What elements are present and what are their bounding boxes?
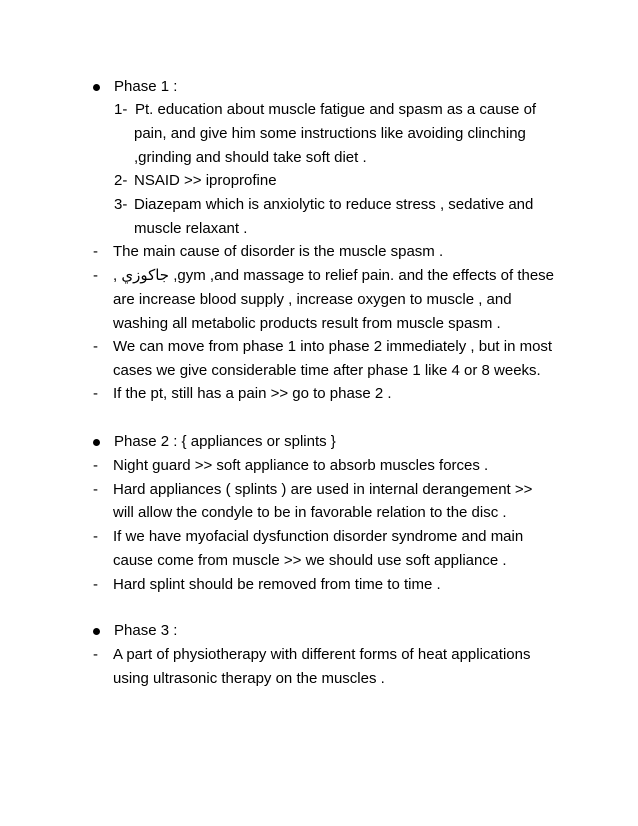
step-text: Diazepam which is anxiolytic to reduce stress , sedative and xyxy=(134,196,534,213)
dash-marker: - xyxy=(93,243,98,260)
dash-marker: - xyxy=(93,338,98,355)
phase2-heading: Phase 2 : { appliances or splints } xyxy=(114,433,336,450)
point-text: cases we give considerable time after phase 1 like 4 or 8 weeks. xyxy=(113,362,541,379)
point-text: Hard appliances ( splints ) are used in internal derangement >> xyxy=(113,481,533,498)
step-text: NSAID >> iproprofine xyxy=(134,172,277,189)
dash-marker: - xyxy=(93,646,98,663)
dash-marker: - xyxy=(93,528,98,545)
step-number: 1- xyxy=(114,101,128,118)
step-text: ,grinding and should take soft diet . xyxy=(134,149,367,166)
point-text: The main cause of disorder is the muscle spasm . xyxy=(113,243,444,260)
point-text: We can move from phase 1 into phase 2 immediately , but in most xyxy=(113,338,553,355)
phase3-bullet-icon xyxy=(93,628,100,635)
step-text: Pt. education about muscle fatigue and spasm as a cause of xyxy=(135,101,537,118)
point-text: washing all metabolic products result from muscle spasm . xyxy=(113,315,501,332)
phase3-heading: Phase 3 : xyxy=(114,622,178,639)
phase1-bullet-icon xyxy=(93,84,100,91)
point-text: A part of physiotherapy with different forms of heat applications xyxy=(113,646,531,663)
point-text: are increase blood supply , increase oxygen to muscle , and xyxy=(113,291,512,308)
phase1-heading: Phase 1 : xyxy=(114,78,178,95)
phase2-bullet-icon xyxy=(93,439,100,446)
dash-marker: - xyxy=(93,481,98,498)
dash-marker: - xyxy=(93,457,98,474)
point-text: , جاكوزي ,gym ,and massage to relief pain. and the effects of these xyxy=(113,267,555,284)
point-text: If the pt, still has a pain >> go to phase 2 . xyxy=(113,385,392,402)
point-text: Night guard >> soft appliance to absorb muscles forces . xyxy=(113,457,489,474)
dash-marker: - xyxy=(93,385,98,402)
point-text: If we have myofacial dysfunction disorder syndrome and main xyxy=(113,528,524,545)
step-text: muscle relaxant . xyxy=(134,220,248,237)
point-text: using ultrasonic therapy on the muscles . xyxy=(113,670,385,687)
step-text: pain, and give him some instructions like avoiding clinching xyxy=(134,125,526,142)
point-text: cause come from muscle >> we should use soft appliance . xyxy=(113,552,507,569)
dash-marker: - xyxy=(93,267,98,284)
dash-marker: - xyxy=(93,576,98,593)
point-text: Hard splint should be removed from time to time . xyxy=(113,576,441,593)
step-number: 2- xyxy=(114,172,128,189)
point-text: will allow the condyle to be in favorable relation to the disc . xyxy=(113,504,507,521)
step-number: 3- xyxy=(114,196,128,213)
